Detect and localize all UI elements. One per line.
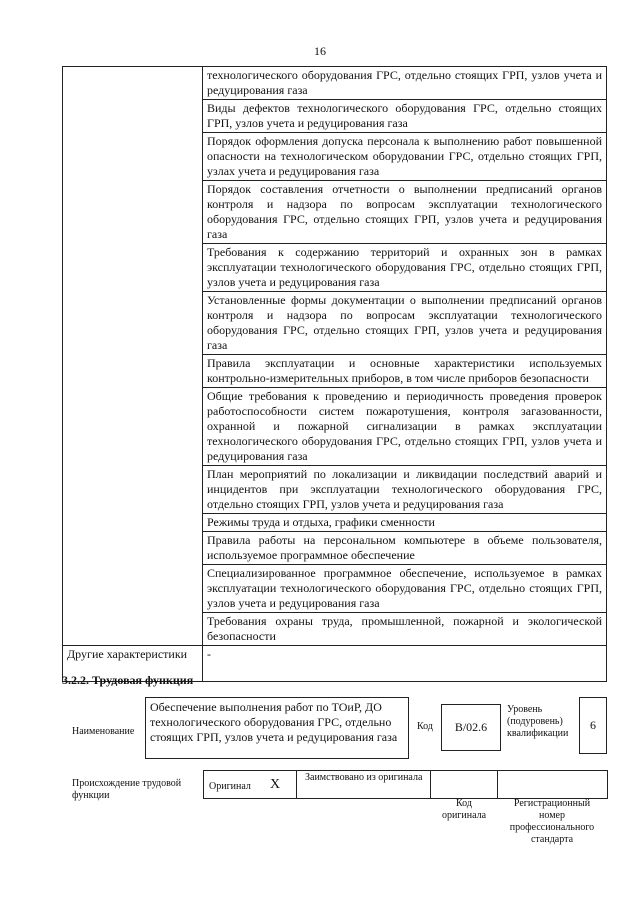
requirement-item: Порядок оформления допуска персонала к выполнению работ повышенной опасности на технологическом оборудовании ГРС, отдельно стоящих ГРП, узлах учета и редуцирования газа <box>203 133 607 181</box>
original-mark: X <box>270 777 281 792</box>
requirement-item: Требования к содержанию территорий и охранных зон в рамках эксплуатации технологического оборудования ГРС, отдельно стоящих ГРП, узлов учета и редуцирования газа <box>203 244 607 292</box>
requirements-left-cell <box>63 67 203 646</box>
code-label: Код <box>417 721 433 732</box>
function-name-box: Обеспечение выполнения работ по ТОиР, ДО технологического оборудования ГРС, отдельно стоящих ГРП, узлов учета и редуцирования газа <box>145 697 409 759</box>
registration-number-label: Регистрационный номер профессионального стандарта <box>509 798 595 845</box>
table-row <box>63 67 607 100</box>
origin-divider <box>296 770 297 799</box>
requirement-item: Общие требования к проведению и периодичность проведения проверок работоспособности систем пожаротушения, контроля загазованности, охранной и пожарной сигнализации в рамках эксплуатации технологического оборудования ГРС, отдельно стоящих ГРП, узлов учета и редуцирования газа <box>203 388 607 466</box>
origin-label: Происхождение трудовой функции <box>72 778 182 801</box>
other-characteristics-label: Другие характеристики <box>63 646 203 682</box>
requirement-item: Требования охраны труда, промышленной, пожарной и экологической безопасности <box>203 613 607 646</box>
requirement-item: Специализированное программное обеспечение, используемое в рамках эксплуатации технологического оборудования ГРС, отдельно стоящих ГРП, узлов учета и редуцирования газа <box>203 565 607 613</box>
section-title: 3.2.2. Трудовая функция <box>62 673 194 687</box>
other-characteristics-value: - <box>203 646 607 682</box>
requirement-item: Установленные формы документации о выполнении предписаний органов контроля и надзора по вопросам эксплуатации технологического оборудования ГРС, отдельно стоящих ГРП, узлов учета и редуцирования газа <box>203 292 607 355</box>
requirement-item: технологического оборудования ГРС, отдельно стоящих ГРП, узлов учета и редуцирования газа <box>203 67 607 100</box>
code-value-box: В/02.6 <box>441 704 501 751</box>
origin-divider <box>430 770 431 799</box>
requirement-item: Правила работы на персональном компьютере в объеме пользователя, используемое программное обеспечение <box>203 532 607 565</box>
page-number: 16 <box>314 44 326 58</box>
borrowed-label: Заимствовано из оригинала <box>305 772 423 783</box>
requirements-table <box>62 66 607 682</box>
name-label: Наименование <box>72 726 135 737</box>
requirement-item: Порядок составления отчетности о выполнении предписаний органов контроля и надзора по вопросам эксплуатации технологического оборудования ГРС, отдельно стоящих ГРП, узлов учета и редуцирования газа <box>203 181 607 244</box>
origin-divider <box>497 770 498 799</box>
original-label: Оригинал <box>209 781 251 792</box>
code-original-label: Код оригинала <box>441 798 487 821</box>
qualification-level-label: Уровень (подуровень) квалификации <box>507 704 569 739</box>
requirement-item: Правила эксплуатации и основные характеристики используемых контрольно-измерительных приборов, в том числе приборов безопасности <box>203 355 607 388</box>
requirement-item: Виды дефектов технологического оборудования ГРС, отдельно стоящих ГРП, узлов учета и редуцирования газа <box>203 100 607 133</box>
qualification-level-box: 6 <box>579 697 607 754</box>
requirement-item: Режимы труда и отдыха, графики сменности <box>203 514 607 532</box>
requirement-item: План мероприятий по локализации и ликвидации последствий аварий и инцидентов при эксплуатации технологического оборудования ГРС, отдельно стоящих ГРП, узлов учета и редуцирования газа <box>203 466 607 514</box>
